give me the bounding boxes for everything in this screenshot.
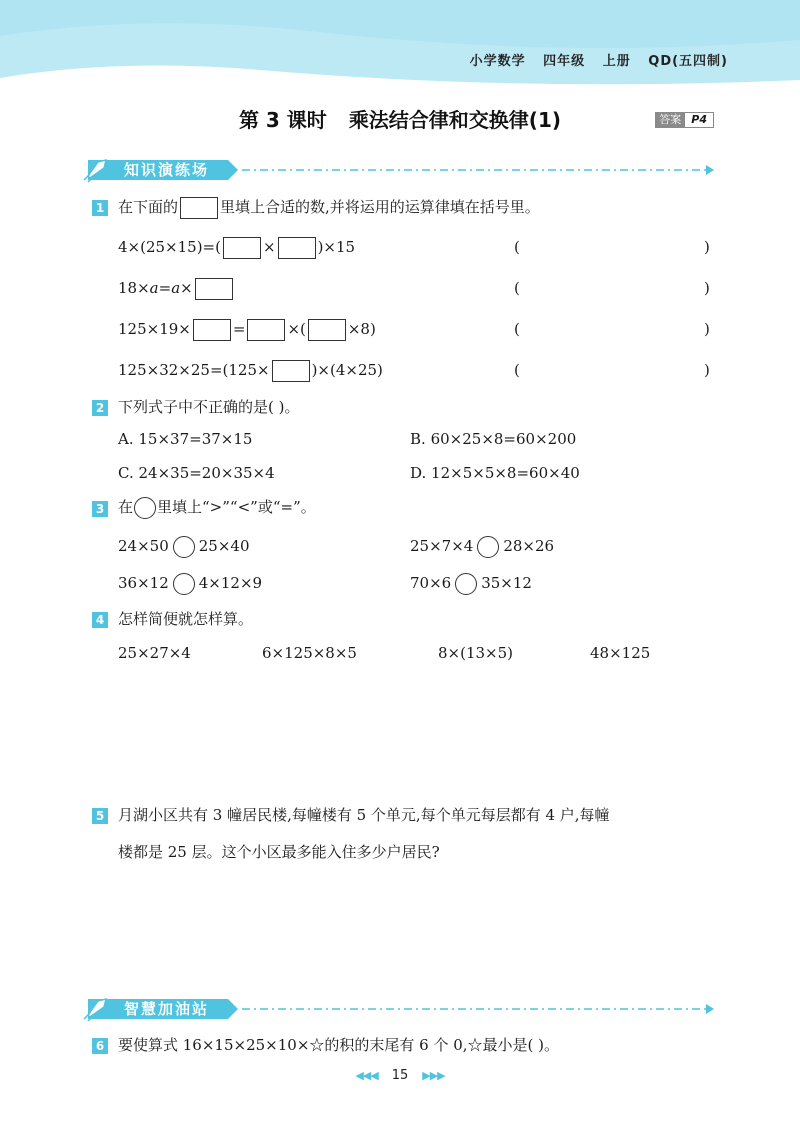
q1-l2-text-b: = <box>158 279 172 297</box>
page-footer <box>0 1068 800 1083</box>
compare-right: 25×40 <box>198 537 250 555</box>
question-2-prompt: 下列式子中不正确的是( )。 <box>118 398 300 416</box>
answer-box[interactable] <box>180 197 218 219</box>
q3-prompt-part-a: 在 <box>118 498 134 516</box>
option-c[interactable] <box>118 462 275 484</box>
compare-item-2 <box>410 535 554 558</box>
option-b[interactable] <box>410 428 576 450</box>
compare-circle[interactable] <box>173 573 195 595</box>
compare-item-3 <box>118 572 262 595</box>
q1-line-2 <box>118 277 235 300</box>
compare-item-4 <box>410 572 532 595</box>
q1-l2-text-a: 18× <box>118 279 150 297</box>
rocket-icon <box>82 156 112 184</box>
law-paren-close: ) <box>704 279 710 297</box>
answer-box[interactable] <box>193 319 231 341</box>
question-3-prompt <box>118 497 316 519</box>
answer-label: 答案 <box>655 112 685 128</box>
header-subject: 小学数学 <box>469 54 526 69</box>
question-number-5: 5 <box>92 808 108 824</box>
calc-expression-2: 6×125×8×5 <box>262 644 357 662</box>
q1-l3-text-d: ×8) <box>347 320 376 338</box>
question-number-6: 6 <box>92 1038 108 1054</box>
answer-box[interactable] <box>278 237 316 259</box>
q1-l3-text-b: = <box>232 320 246 338</box>
compare-circle[interactable] <box>477 536 499 558</box>
compare-left: 70×6 <box>410 574 452 592</box>
q1-l2-var-b: a <box>171 279 181 297</box>
q1-l1-text-c: )×15 <box>317 238 356 256</box>
option-text: 15×37=37×15 <box>138 430 253 448</box>
compare-item-1 <box>118 535 250 558</box>
header-band <box>0 0 800 90</box>
question-number-2: 2 <box>92 400 108 416</box>
answer-box[interactable] <box>308 319 346 341</box>
compare-left: 24×50 <box>118 537 169 555</box>
compare-left: 25×7×4 <box>410 537 474 555</box>
section-title-wisdom: 智慧加油站 <box>124 1000 210 1018</box>
section-header-practice <box>88 158 718 182</box>
q1-l2-text-c: × <box>180 279 193 297</box>
q1-l1-text-b: × <box>262 238 276 256</box>
header-meta <box>458 50 728 69</box>
calc-expression-3: 8×(13×5) <box>438 644 514 662</box>
q1-line-4 <box>118 359 383 382</box>
right-arrows-icon: ▶▶▶ <box>422 1069 445 1082</box>
law-paren-close: ) <box>704 238 710 256</box>
header-edition: QD(五四制) <box>648 54 728 69</box>
q1-l1-text-a: 4×(25×15)=( <box>118 238 221 256</box>
q1-line-3 <box>118 318 376 341</box>
option-text: 12×5×5×8=60×40 <box>431 464 580 482</box>
q1-line-1 <box>118 236 355 259</box>
option-text: 24×35=20×35×4 <box>138 464 275 482</box>
law-paren-open: ( <box>514 238 520 256</box>
answer-page: P4 <box>685 112 714 128</box>
q1-l2-var-a: a <box>149 279 159 297</box>
q1-l3-text-c: ×( <box>287 320 306 338</box>
question-1-prompt <box>118 197 540 219</box>
option-a[interactable] <box>118 428 252 450</box>
lesson-number: 第 3 课时 <box>238 108 327 132</box>
answer-box[interactable] <box>223 237 261 259</box>
option-label: B. <box>410 430 426 448</box>
q1-prompt-part-a: 在下面的 <box>118 198 179 216</box>
law-paren-open: ( <box>514 320 520 338</box>
header-volume: 上册 <box>602 54 631 69</box>
q1-l4-text-a: 125×32×25=(125× <box>118 361 270 379</box>
compare-right: 35×12 <box>481 574 532 592</box>
section-header-wisdom <box>88 997 718 1021</box>
option-label: D. <box>410 464 427 482</box>
law-paren-close: ) <box>704 320 710 338</box>
answer-box[interactable] <box>195 278 233 300</box>
lesson-topic: 乘法结合律和交换律(1) <box>348 108 562 132</box>
option-d[interactable] <box>410 462 580 484</box>
option-label: C. <box>118 464 134 482</box>
law-paren-open: ( <box>514 361 520 379</box>
question-5-line-2: 楼都是 25 层。这个小区最多能入住多少户居民? <box>118 843 440 861</box>
question-number-3: 3 <box>92 501 108 517</box>
question-5-line-1: 月湖小区共有 3 幢居民楼,每幢楼有 5 个单元,每个单元每层都有 4 户,每幢 <box>118 806 610 824</box>
law-paren-close: ) <box>704 361 710 379</box>
question-number-1: 1 <box>92 200 108 216</box>
q1-l3-text-a: 125×19× <box>118 320 191 338</box>
compare-circle <box>134 497 156 519</box>
question-number-4: 4 <box>92 612 108 628</box>
page-number: 15 <box>391 1068 409 1083</box>
q1-prompt-part-b: 里填上合适的数,并将运用的运算律填在括号里。 <box>220 198 540 216</box>
section-title-practice: 知识演练场 <box>124 161 210 179</box>
q1-l4-text-b: )×(4×25) <box>311 361 383 379</box>
answer-box[interactable] <box>247 319 285 341</box>
q3-prompt-part-b: 里填上“>”“<”或“=”。 <box>157 498 316 516</box>
compare-left: 36×12 <box>118 574 169 592</box>
answer-reference <box>655 112 714 128</box>
header-grade: 四年级 <box>543 54 586 69</box>
compare-right: 28×26 <box>503 537 555 555</box>
left-arrows-icon: ◀◀◀ <box>355 1069 378 1082</box>
calc-expression-4: 48×125 <box>590 644 651 662</box>
answer-box[interactable] <box>272 360 310 382</box>
compare-right: 4×12×9 <box>198 574 263 592</box>
option-text: 60×25×8=60×200 <box>430 430 577 448</box>
compare-circle[interactable] <box>173 536 195 558</box>
rocket-icon <box>82 995 112 1023</box>
question-4-prompt: 怎样简便就怎样算。 <box>118 610 254 628</box>
law-paren-open: ( <box>514 279 520 297</box>
option-label: A. <box>118 430 134 448</box>
question-6-prompt: 要使算式 16×15×25×10×☆的积的末尾有 6 个 0,☆最小是( )。 <box>118 1036 560 1054</box>
calc-expression-1: 25×27×4 <box>118 644 191 662</box>
compare-circle[interactable] <box>455 573 477 595</box>
